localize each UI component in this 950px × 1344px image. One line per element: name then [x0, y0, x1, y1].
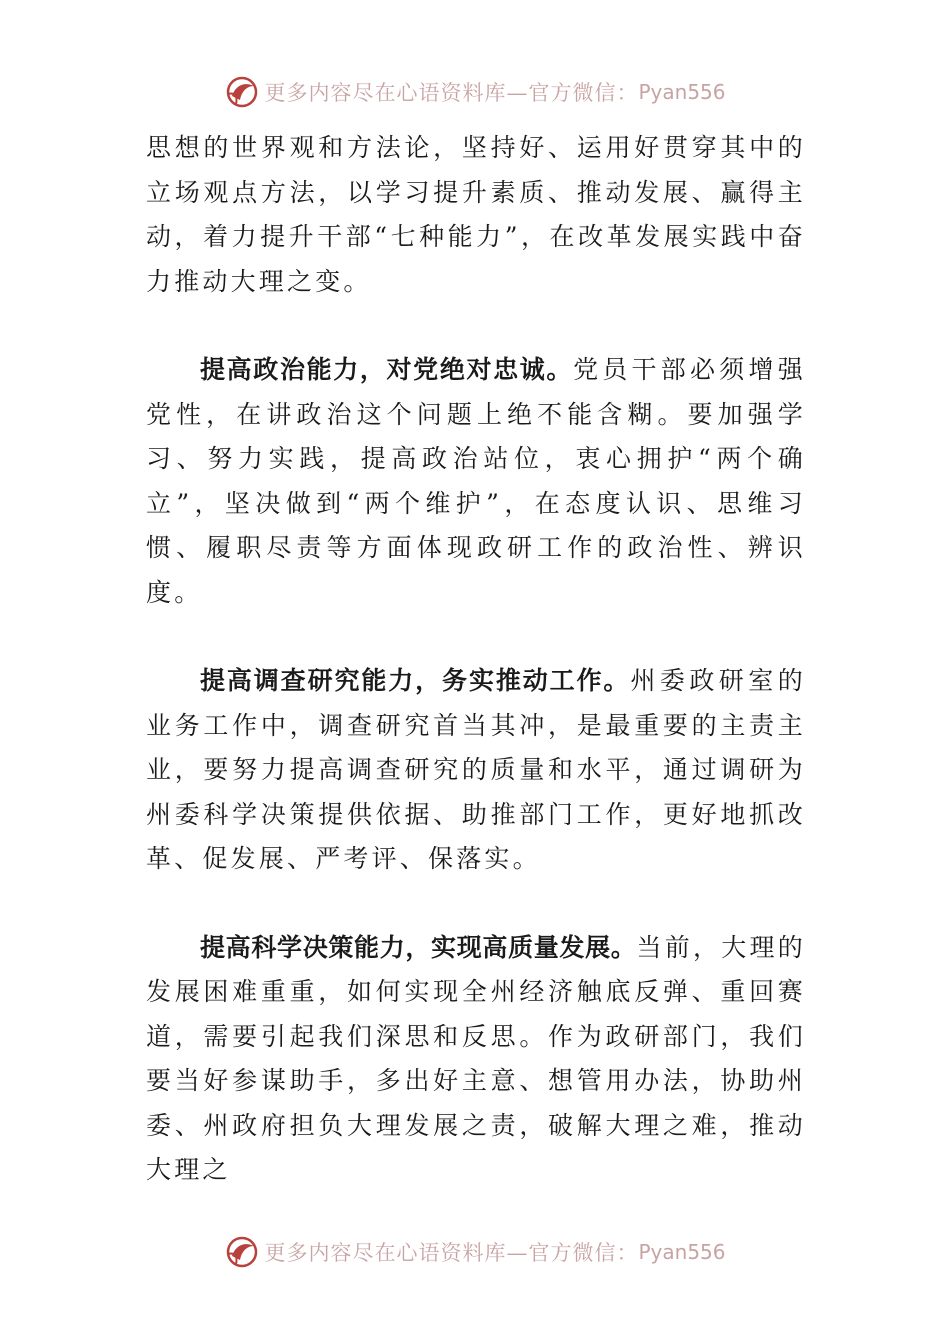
- document-body: [146, 126, 806, 1237]
- paragraph-1: [146, 126, 806, 304]
- banner-text: 更多内容尽在心语资料库—官方微信：: [264, 81, 639, 105]
- paragraph-body: 州委政研室的业务工作中，调查研究首当其冲，是最重要的主责主业，要努力提高调查研究的质量和水平，通过调研为州委科学决策提供依据、助推部门工作，更好地抓改革、促发展、严考评、保落实。: [146, 666, 807, 873]
- paragraph-lead: 提高科学决策能力，实现高质量发展。: [200, 932, 637, 962]
- paragraph-body: 思想的世界观和方法论，坚持好、运用好贯穿其中的立场观点方法，以学习提升素质、推动发展、赢得主动，着力提升干部“七种能力”，在改革发展实践中奋力推动大理之变。: [146, 133, 806, 296]
- paragraph-body: 党员干部必须增强党性，在讲政治这个问题上绝不能含糊。要加强学习、努力实践，提高政治站位，衷心拥护“两个确立”，坚决做到“两个维护”，在态度认识、思维习惯、履职尽责等方面体现政研工作的政治性、辨识度。: [146, 355, 806, 607]
- banner-wechat-id: Pyan556: [638, 1240, 726, 1264]
- banner-text: 更多内容尽在心语资料库—官方微信：: [264, 1241, 639, 1265]
- logo-icon: [224, 74, 260, 110]
- paragraph-3: [146, 659, 806, 882]
- header-watermark-banner: [0, 72, 950, 112]
- paragraph-4: [146, 926, 806, 1193]
- paragraph-2: [146, 348, 806, 615]
- logo-icon: [224, 1234, 260, 1270]
- paragraph-lead: 提高政治能力，对党绝对忠诚。: [200, 355, 574, 384]
- paragraph-body: 当前，大理的发展困难重重，如何实现全州经济触底反弹、重回赛道，需要引起我们深思和反思。作为政研部门，我们要当好参谋助手，多出好主意、想管用办法，协助州委、州政府担负大理发展之责，破解大理之难，推动大理之: [146, 932, 807, 1184]
- footer-watermark-banner: [0, 1232, 950, 1272]
- banner-wechat-id: Pyan556: [638, 80, 726, 104]
- paragraph-lead: 提高调查研究能力，务实推动工作。: [200, 666, 631, 695]
